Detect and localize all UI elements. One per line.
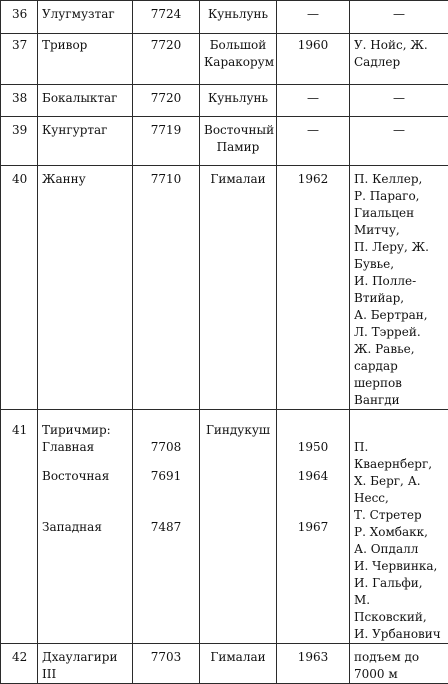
climber-line: И. Червинка, xyxy=(354,558,444,575)
peak-height: 7724 xyxy=(133,1,200,34)
massif-name: Тиричмир: xyxy=(42,422,128,439)
table-row xyxy=(1,34,448,85)
climber-line: А. Бертран, xyxy=(354,307,444,324)
table-row xyxy=(1,166,448,410)
peak-name xyxy=(38,410,133,644)
climber-line: И. Полле-Втийар, xyxy=(354,273,444,307)
peak-height: 7720 xyxy=(133,85,200,117)
peak-height: 7710 xyxy=(133,166,200,410)
climbers: — xyxy=(350,117,448,166)
row-number: 37 xyxy=(1,34,38,85)
climber-line: Л. Тэррей. xyxy=(354,324,444,341)
peak-name: Кунгуртаг xyxy=(38,117,133,166)
climber-line: А. Опдалл xyxy=(354,541,444,558)
sub-peak-height: 7487 xyxy=(137,519,195,536)
sub-peak-height: 7691 xyxy=(137,468,195,485)
row-number: 42 xyxy=(1,644,38,684)
mountain-range: Гималаи xyxy=(200,166,277,410)
climbers: — xyxy=(350,85,448,117)
mountain-range: Гиндукуш xyxy=(200,410,277,644)
mountain-range: Куньлунь xyxy=(200,1,277,34)
mountain-range: Восточный Памир xyxy=(200,117,277,166)
climber-line: Р. Параго, xyxy=(354,188,444,205)
row-number: 41 xyxy=(1,410,38,644)
ascent-year: — xyxy=(277,85,350,117)
sub-peak-name: Восточная xyxy=(42,468,128,485)
climber-line: П. Келлер, xyxy=(354,171,444,188)
climber-line: Гиальцен Митчу, xyxy=(354,205,444,239)
ascent-year: 1963 xyxy=(277,644,350,684)
row-number: 38 xyxy=(1,85,38,117)
ascent-year: — xyxy=(277,1,350,34)
ascent-year: — xyxy=(277,117,350,166)
climbers xyxy=(350,166,448,410)
peak-height: 7703 xyxy=(133,644,200,684)
mountain-range: Большой Каракорум xyxy=(200,34,277,85)
climber-line: И. Гальфи, xyxy=(354,575,444,592)
sub-peak-year: 1950 xyxy=(281,439,345,456)
climber-line: П. Кваернберг, xyxy=(354,439,444,473)
ascent-year: 1962 xyxy=(277,166,350,410)
peak-name: Тривор xyxy=(38,34,133,85)
sub-peak-height: 7708 xyxy=(137,439,195,456)
peak-height: 7720 xyxy=(133,34,200,85)
climber-line: Т. Стретер xyxy=(354,507,444,524)
climber-line: И. Урбанович xyxy=(354,626,444,643)
mountain-range: Гималаи xyxy=(200,644,277,684)
row-number: 40 xyxy=(1,166,38,410)
climber-line: Х. Берг, А. Несс, xyxy=(354,473,444,507)
peak-height xyxy=(133,410,200,644)
row-number: 36 xyxy=(1,1,38,34)
sub-peak-year: 1967 xyxy=(281,519,345,536)
table-row xyxy=(1,644,448,684)
climber-line: П. Леру, Ж. Бувье, xyxy=(354,239,444,273)
climbers: — xyxy=(350,1,448,34)
climbers: У. Нойс, Ж. Садлер xyxy=(350,34,448,85)
climbers xyxy=(350,410,448,644)
climber-line: Ж. Равье, сардар xyxy=(354,341,444,375)
climber-line: Р. Хомбакк, xyxy=(354,524,444,541)
climbers: подъем до 7000 м xyxy=(350,644,448,684)
climber-line: шерпов Вангди xyxy=(354,375,444,409)
sub-peak-name: Главная xyxy=(42,439,128,456)
table-row xyxy=(1,410,448,644)
ascent-year: 1960 xyxy=(277,34,350,85)
peak-name: Дхаулагири III xyxy=(38,644,133,684)
peak-name: Бокалыктаг xyxy=(38,85,133,117)
climber-line: М. Псковский, xyxy=(354,592,444,626)
row-number: 39 xyxy=(1,117,38,166)
sub-peak-name: Западная xyxy=(42,519,128,536)
peak-height: 7719 xyxy=(133,117,200,166)
mountain-range: Куньлунь xyxy=(200,85,277,117)
table-row xyxy=(1,117,448,166)
ascent-year xyxy=(277,410,350,644)
peak-name: Жанну xyxy=(38,166,133,410)
peak-name: Улугмузтаг xyxy=(38,1,133,34)
sub-peak-year: 1964 xyxy=(281,468,345,485)
table-row xyxy=(1,1,448,34)
table-row xyxy=(1,85,448,117)
